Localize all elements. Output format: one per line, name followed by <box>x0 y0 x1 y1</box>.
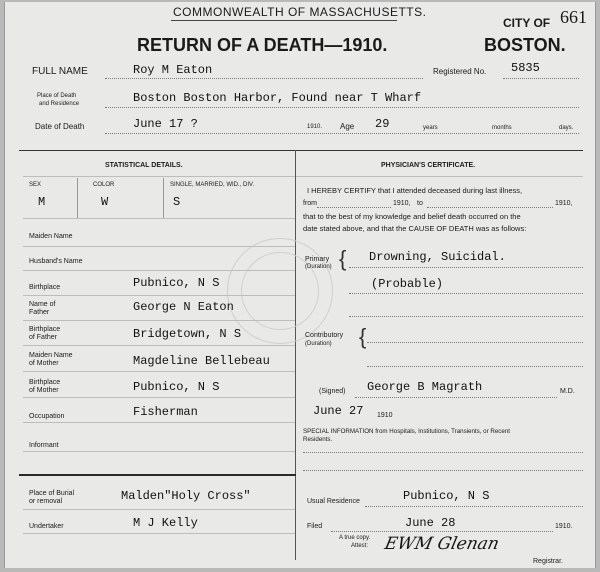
special-info-line-1: SPECIAL INFORMATION from Hospitals, Institutions, Transients, or Recent <box>303 428 510 435</box>
maiden-name-label: Maiden Name <box>29 233 73 240</box>
burial-label-1: Place of Burial <box>29 490 75 497</box>
filed-value: June 28 <box>405 516 456 530</box>
bp-father-label-1: Birthplace <box>29 326 61 333</box>
state-header: COMMONWEALTH OF MASSACHUSETTS. <box>173 5 427 19</box>
birthplace-label: Birthplace <box>29 284 61 291</box>
form-title: RETURN OF A DEATH—1910. <box>137 35 388 55</box>
death-certificate <box>4 2 596 568</box>
date-of-death-value: June 17 ? <box>133 117 198 131</box>
bp-mother-label-1: Birthplace <box>29 379 61 386</box>
burial-label-2: or removal <box>29 498 63 505</box>
cause-secondary-value: (Probable) <box>371 277 444 291</box>
city-name: BOSTON. <box>484 35 566 55</box>
mother-value: Magdeline Bellebeau <box>133 354 270 368</box>
physician-heading: PHYSICIAN'S CERTIFICATE. <box>381 162 476 169</box>
belief-line: that to the best of my knowledge and belief death occurred on the <box>303 212 521 221</box>
place-label-2: and Residence <box>39 101 80 107</box>
year1-label: 1910, <box>393 200 411 207</box>
full-name-value: Roy M Eaton <box>133 63 213 77</box>
days-label: days. <box>559 125 574 131</box>
filed-year-label: 1910. <box>555 523 573 530</box>
true-copy-label: A true copy. <box>339 535 371 541</box>
registrar-label: Registrar. <box>533 558 563 565</box>
father-label-1: Name of <box>29 301 56 308</box>
cause-primary-value: Drowning, Suicidal. <box>369 250 506 264</box>
date-of-death-label: Date of Death <box>35 122 85 131</box>
age-value: 29 <box>375 117 390 131</box>
bp-father-value: Bridgetown, N S <box>133 327 242 341</box>
informant-label: Informant <box>29 442 59 449</box>
sex-value: M <box>38 195 46 209</box>
city-number: 661 <box>560 7 587 27</box>
city-label: CITY OF <box>503 16 551 30</box>
undertaker-label: Undertaker <box>29 523 64 530</box>
attest-label: Attest: <box>351 543 369 549</box>
filed-label: Filed <box>307 523 323 530</box>
place-label-1: Place of Death <box>37 93 77 99</box>
cause-line: date stated above, and that the CAUSE OF DEATH was as follows: <box>303 224 527 233</box>
usual-residence-value: Pubnico, N S <box>403 489 490 503</box>
certify-line: I HEREBY CERTIFY that I attended deceased during last illness, <box>307 186 523 195</box>
color-label: COLOR <box>93 182 115 188</box>
primary-duration-label: (Duration) <box>305 264 332 270</box>
usual-residence-label: Usual Residence <box>307 498 360 505</box>
registered-label: Registered No. <box>433 67 487 76</box>
marital-label: SINGLE, MARRIED, WID., DIV. <box>170 182 255 188</box>
year2-label: 1910, <box>555 200 573 207</box>
color-value: W <box>101 195 109 209</box>
occupation-label: Occupation <box>29 413 65 420</box>
sign-date-value: June 27 <box>313 404 364 418</box>
full-name-label: FULL NAME <box>32 66 88 77</box>
registrar-signature: EWM Glenan <box>382 534 501 554</box>
place-of-death-value: Boston Boston Harbor, Found near T Wharf <box>133 91 422 105</box>
md-label: M.D. <box>560 388 575 395</box>
bp-father-label-2: of Father <box>29 334 58 341</box>
signer-value: George B Magrath <box>367 380 483 394</box>
primary-brace: { <box>339 246 347 271</box>
mother-label-2: of Mother <box>29 360 59 367</box>
contributory-brace: { <box>359 324 367 349</box>
death-year-label: 1910. <box>307 124 323 130</box>
signed-label: (Signed) <box>319 388 346 395</box>
sign-year-label: 1910 <box>377 412 393 419</box>
contributory-duration-label: (Duration) <box>305 341 332 347</box>
special-info-line-2: Residents. <box>303 436 333 443</box>
bp-mother-label-2: of Mother <box>29 387 59 394</box>
bp-mother-value: Pubnico, N S <box>133 380 220 394</box>
contributory-label: Contributory <box>305 332 344 339</box>
father-label-2: Father <box>29 309 50 316</box>
burial-value: Malden"Holy Cross" <box>121 489 251 503</box>
to-label: to <box>417 200 423 207</box>
primary-label: Primary <box>305 256 330 263</box>
marital-value: S <box>173 195 181 209</box>
years-label: years <box>423 125 438 131</box>
registered-number: 5835 <box>511 61 540 75</box>
statistical-heading: STATISTICAL DETAILS. <box>105 162 183 169</box>
mother-label-1: Maiden Name <box>29 352 73 359</box>
occupation-value: Fisherman <box>133 405 198 419</box>
age-label: Age <box>340 122 355 131</box>
birthplace-value: Pubnico, N S <box>133 276 220 290</box>
husband-label: Husband's Name <box>29 258 83 265</box>
undertaker-value: M J Kelly <box>133 516 198 530</box>
from-label: from <box>303 200 317 207</box>
father-value: George N Eaton <box>133 300 234 314</box>
sex-label: SEX <box>29 182 42 188</box>
months-label: months <box>492 125 512 131</box>
